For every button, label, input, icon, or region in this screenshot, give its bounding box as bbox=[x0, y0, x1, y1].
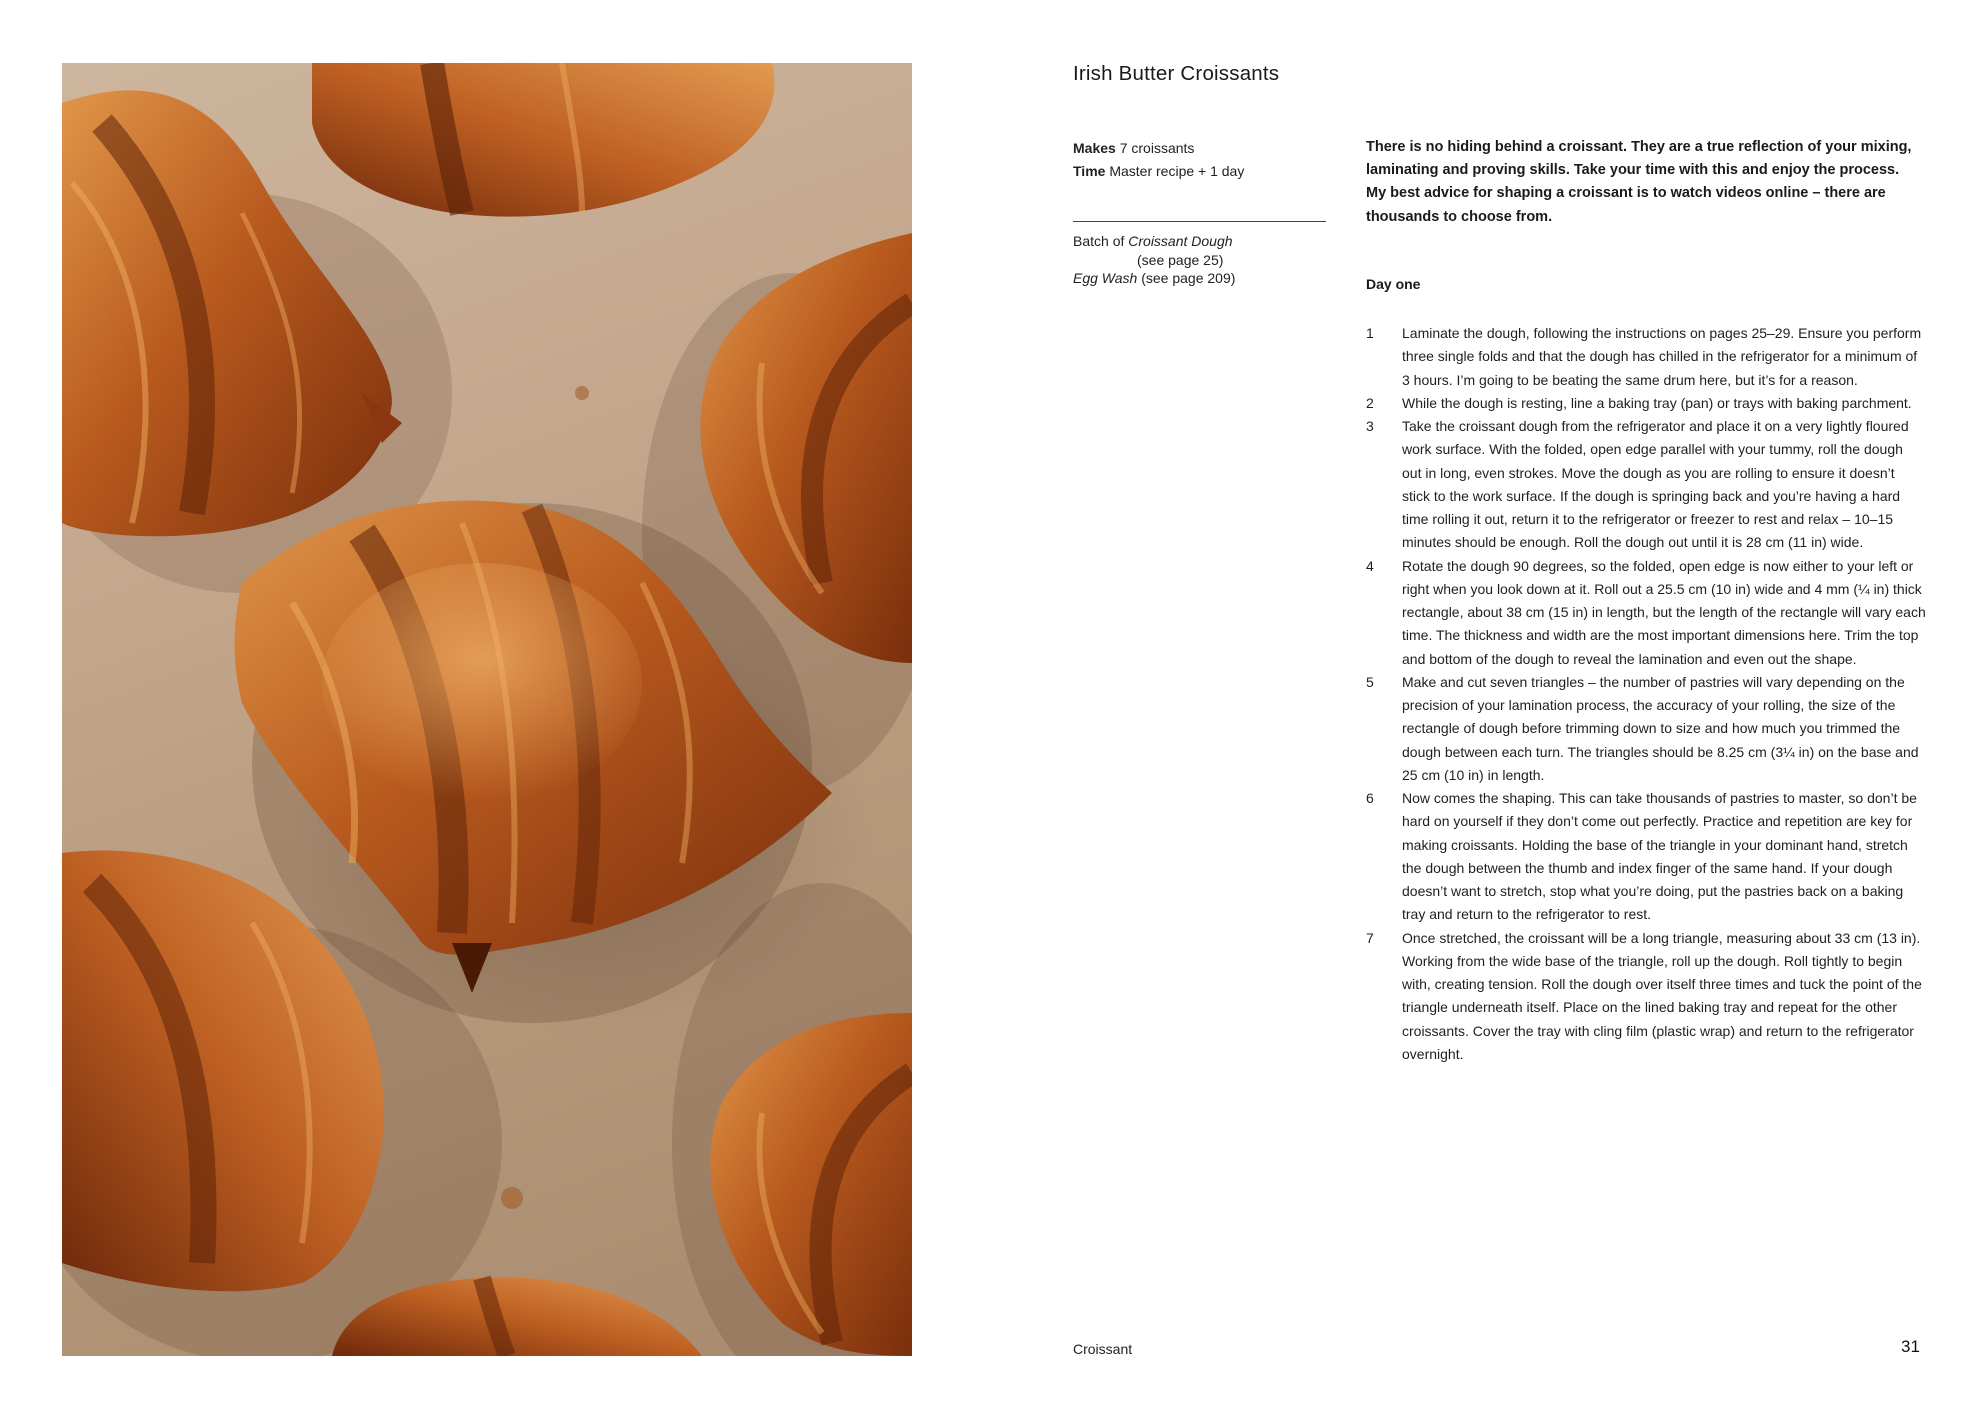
ingredient-1-ref: (see page 25) bbox=[1137, 251, 1224, 268]
step-number: 2 bbox=[1366, 394, 1374, 411]
step-text: While the dough is resting, line a baking tray (pan) or trays with baking parchment. bbox=[1402, 394, 1912, 411]
croissants-illustration bbox=[62, 63, 912, 1356]
makes-value: 7 croissants bbox=[1119, 140, 1195, 156]
step-number: 4 bbox=[1366, 557, 1374, 574]
croissants-photo bbox=[62, 63, 912, 1356]
ingredient-line-2 bbox=[1073, 269, 1333, 288]
makes-line bbox=[1073, 137, 1323, 160]
ingredient-2-ref: (see page 209) bbox=[1137, 270, 1236, 286]
ingredient-1-name: Croissant Dough bbox=[1128, 233, 1233, 249]
step-number: 3 bbox=[1366, 418, 1374, 434]
step-text: Now comes the shaping. This can take thousands of pastries to master, so don’t be hard on yourself if they don’t come out perfectly. Practice and repetition are key for making croissants. Holding the base of the triangle in your dominant hand, stretch the dough between the thumb and index finger of the same hand. If your dough doesn’t want to stretch, stop what you’re doing, put the pastries back on a baking tray and return to the refrigerator to rest. bbox=[1402, 790, 1917, 923]
time-line bbox=[1073, 160, 1323, 183]
ingredient-1-prefix: Batch of bbox=[1073, 233, 1129, 249]
ingredient-line-1 bbox=[1073, 232, 1333, 251]
footer-section-name: Croissant bbox=[1073, 1341, 1133, 1357]
ingredient-2-name: Egg Wash bbox=[1073, 270, 1138, 286]
step-item bbox=[1366, 555, 1926, 671]
step-number: 5 bbox=[1366, 673, 1374, 690]
step-text: Rotate the dough 90 degrees, so the folded, open edge is now either to your left or right when you look down at it. Roll out a 25.5 cm (10 in) wide and 4 mm (¼ in) thick rectangle, about 38 cm (15 in) in length, but the length of the rectangle will vary each time. The thickness and width are the most important dimensions here. Trim the top and bottom of the dough to reveal the lamination and even out the shape. bbox=[1402, 557, 1926, 667]
day-one-heading: Day one bbox=[1366, 276, 1421, 292]
step-number: 7 bbox=[1366, 929, 1374, 946]
step-item bbox=[1366, 787, 1926, 927]
step-text: Make and cut seven triangles – the number of pastries will vary depending on the precision of your lamination process, the accuracy of your rolling, the size of the rectangle of dough before trimming down to size and how much you trimmed the dough between each turn. The triangles should be 8.25 cm (3¼ in) on the base and 25 cm (10 in) in length. bbox=[1402, 673, 1919, 783]
step-number: 6 bbox=[1366, 790, 1374, 806]
step-number: 1 bbox=[1366, 325, 1374, 341]
step-item bbox=[1366, 927, 1926, 1067]
ingredients-list bbox=[1073, 232, 1333, 288]
time-value: Master recipe + 1 day bbox=[1109, 163, 1245, 179]
meta-divider bbox=[1073, 221, 1326, 222]
step-text: Take the croissant dough from the refrigerator and place it on a very lightly floured work surface. With the folded, open edge parallel with your tummy, roll the dough out in long, even strokes. Move the dough as you are rolling to ensure it doesn’t stick to the work surface. If the dough is springing back and you’re having a hard time rolling it out, return it to the refrigerator or freezer to rest and relax – 10–15 minutes should be enough. Roll the dough out until it is 28 cm (11 in) wide. bbox=[1402, 418, 1909, 551]
page-number: 31 bbox=[1901, 1337, 1920, 1356]
step-text: Laminate the dough, following the instructions on pages 25–29. Ensure you perform three single folds and that the dough has chilled in the refrigerator for a minimum of 3 hours. I’m going to be beating the same drum here, but it’s for a reason. bbox=[1402, 325, 1922, 388]
step-item bbox=[1366, 671, 1926, 787]
recipe-title: Irish Butter Croissants bbox=[1073, 62, 1280, 85]
method-steps bbox=[1366, 322, 1926, 1066]
step-text: Once stretched, the croissant will be a long triangle, measuring about 33 cm (13 in). Working from the wide base of the triangle, roll up the dough. Roll tightly to begin with, creating tension. Roll the dough over itself three times and tuck the point of the triangle underneath itself. Place on the lined baking tray and repeat for the other croissants. Cover the tray with cling film (plastic wrap) and return to the refrigerator overnight. bbox=[1402, 929, 1922, 1062]
croissant-top-center bbox=[312, 63, 774, 217]
recipe-intro: There is no hiding behind a croissant. They are a true reflection of your mixing, laminating and proving skills. Take your time with this and enjoy the process. My best advice for shaping a croissant is to watch videos online – there are thousands to choose from. bbox=[1366, 139, 1912, 225]
recipe-meta bbox=[1073, 137, 1323, 183]
makes-label: Makes bbox=[1073, 140, 1116, 156]
time-label: Time bbox=[1073, 163, 1106, 179]
step-item bbox=[1366, 415, 1926, 555]
step-item bbox=[1366, 392, 1926, 415]
step-item bbox=[1366, 322, 1926, 392]
